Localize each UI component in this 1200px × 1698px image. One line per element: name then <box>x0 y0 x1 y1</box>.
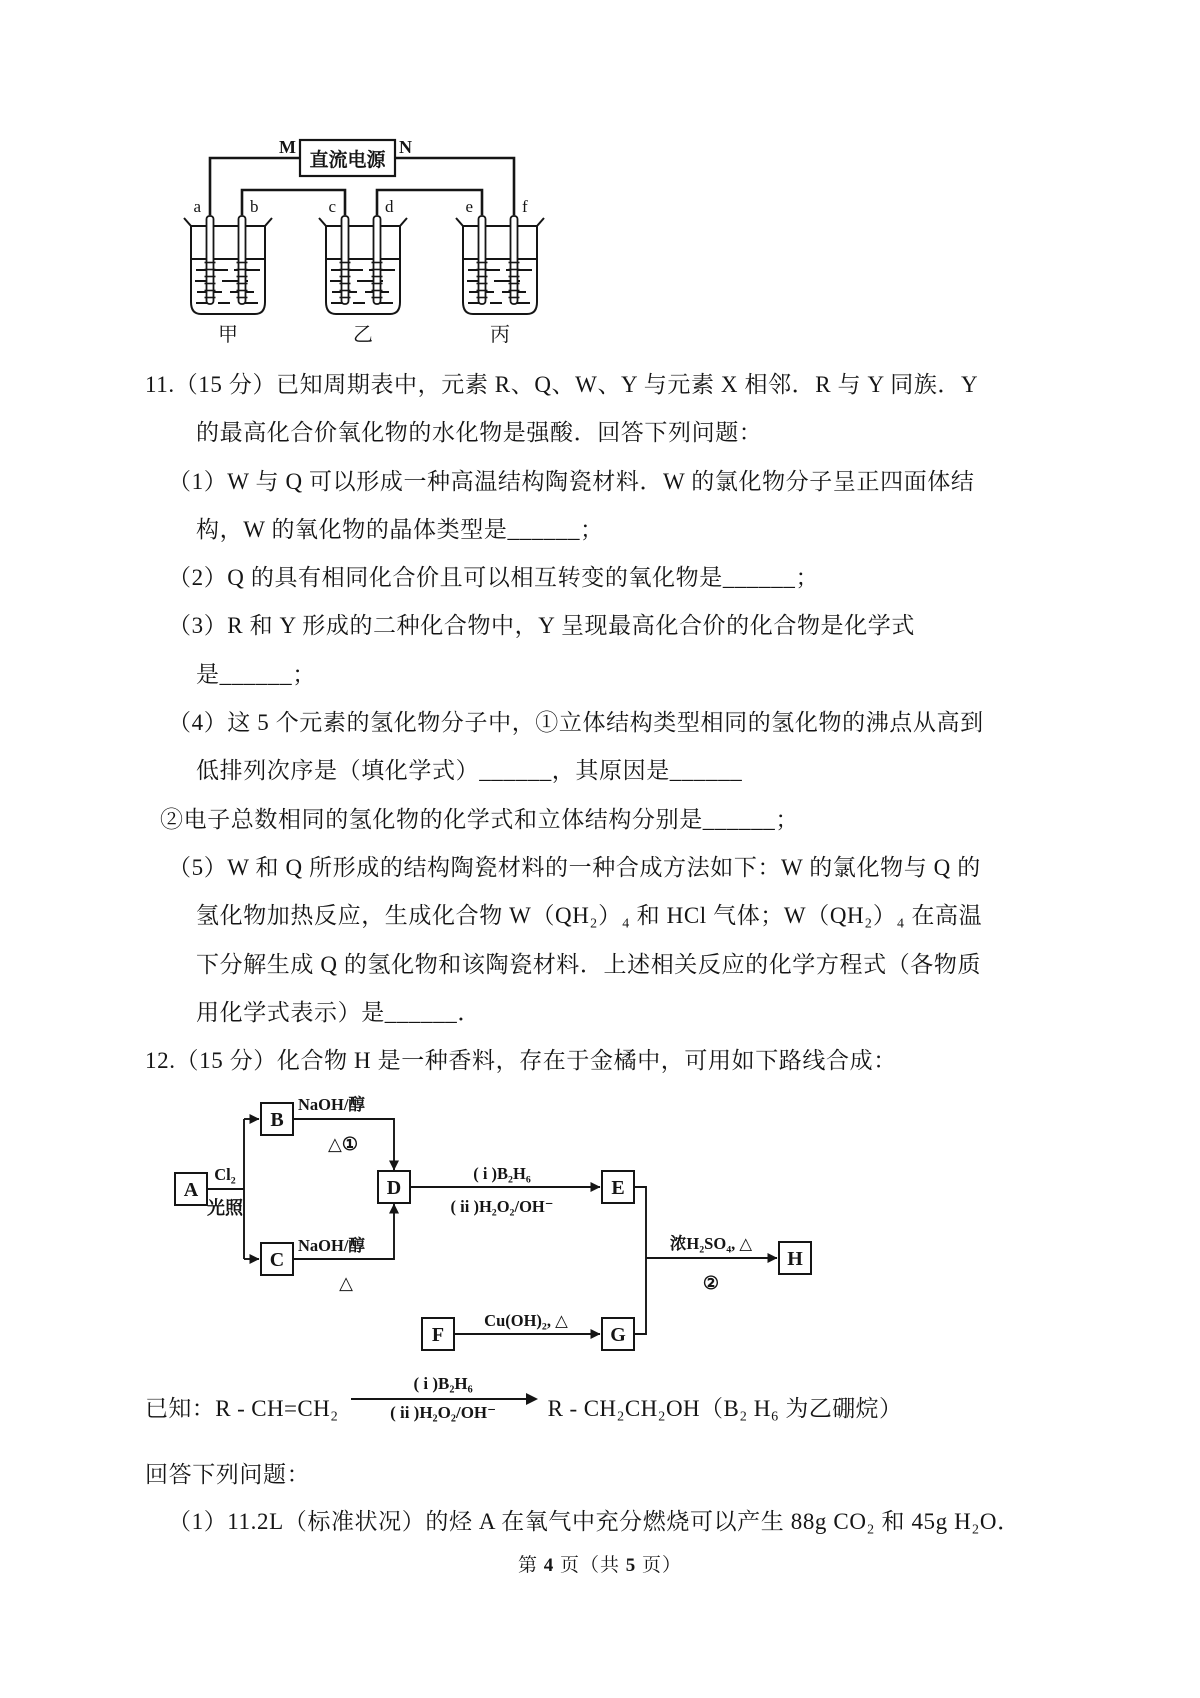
cond-naoh-b-label: NaOH/醇 <box>298 1095 365 1114</box>
page-footer <box>0 1550 1200 1577</box>
power-supply-label: 直流电源 <box>309 150 386 171</box>
terminal-m-label: M <box>279 137 296 157</box>
q11-header-line-2: 的最高化合价氧化物的水化物是强酸．回答下列问题： <box>196 420 763 446</box>
electrode-f-label: f <box>522 197 528 216</box>
cond-cl2-label: Cl₂ <box>214 1165 236 1184</box>
cond-delta2-label: △ <box>339 1273 353 1293</box>
right-arrow-icon <box>351 1398 536 1400</box>
q11-item1-line-2: 构，W 的氧化物的晶体类型是______； <box>196 516 604 542</box>
node-C: C <box>269 1249 285 1271</box>
known-reaction-arrow <box>347 1374 540 1424</box>
node-B: B <box>270 1109 284 1131</box>
node-H: H <box>787 1248 803 1270</box>
q12-answer-prompt: 回答下列问题： <box>145 1462 311 1487</box>
node-A: A <box>183 1179 199 1201</box>
beaker-jia <box>184 218 272 314</box>
electrode-b-label: b <box>250 197 259 216</box>
electrode-d-label: d <box>385 197 394 216</box>
node-F: F <box>431 1324 445 1346</box>
cond-b2h6-label: ( i )B₂H₆ <box>473 1164 531 1183</box>
synthesis-route-diagram <box>162 1080 827 1375</box>
node-G: G <box>610 1324 626 1346</box>
q11-item5-line-4: 用化学式表示）是______． <box>196 999 481 1025</box>
beaker-yi <box>319 218 407 314</box>
q11-item1-line-1: （1）W 与 Q 可以形成一种高温结构陶瓷材料．W 的氯化物分子呈正四面体结 <box>168 468 975 494</box>
beaker-bing-label: 丙 <box>490 324 510 346</box>
q11-item4-line-1: （4）这 5 个元素的氢化物分子中，①立体结构类型相同的氢化物的沸点从高到 <box>168 710 984 736</box>
q11-item5-line-2: 氢化物加热反应，生成化合物 W（QH₂）₄ 和 HCl 气体；W（QH₂）₄ 在高温 <box>196 903 983 929</box>
known-reaction-line <box>145 1374 902 1424</box>
electrode-e-label: e <box>465 197 473 216</box>
q11-item3-line-1: （3）R 和 Y 形成的二种化合物中，Y 呈现最高化合价的化合物是化学式 <box>168 613 915 639</box>
q11-item4-line-2: 低排列次序是（填化学式）______，其原因是______ <box>196 758 743 784</box>
electrolysis-diagram <box>170 126 555 351</box>
cond-naoh-c-label: NaOH/醇 <box>298 1236 365 1255</box>
terminal-n-label: N <box>399 137 412 157</box>
node-D: D <box>386 1177 402 1199</box>
footer-suffix: 页） <box>642 1555 683 1576</box>
electrode-c-label: c <box>328 197 336 216</box>
cond-h2so4-label: 浓H₂SO₄, △ <box>669 1234 753 1253</box>
footer-page-number: 4 <box>543 1555 555 1576</box>
question-text-block <box>145 361 1080 1085</box>
beaker-bing <box>456 218 544 314</box>
q11-item2-line: （2）Q 的具有相同化合价且可以相互转变的氧化物是______； <box>168 565 820 591</box>
cond-light-label: 光照 <box>207 1198 243 1218</box>
beaker-yi-label: 乙 <box>353 324 373 346</box>
cond-cuoh2-label: Cu(OH)₂, △ <box>484 1311 568 1330</box>
q11-header-line-1: 11.（15 分）已知周期表中，元素 R、Q、W、Y 与元素 X 相邻．R 与 Y 同族．Y <box>145 372 979 397</box>
q11-item4-line-3: ②电子总数相同的氢化物的化学式和立体结构分别是______； <box>160 806 799 832</box>
known-arrow-bottom-label: ( ii )H₂O₂/OH⁻ <box>390 1403 497 1423</box>
q11-item3-line-2: 是______； <box>196 661 316 687</box>
footer-middle: 页（共 <box>559 1555 620 1576</box>
cond-h2o2-label: ( ii )H₂O₂/OH⁻ <box>450 1197 554 1216</box>
node-E: E <box>611 1177 625 1199</box>
known-rhs: R - CH₂CH₂OH（B₂ H₆ 为乙硼烷） <box>547 1396 903 1422</box>
known-arrow-top-label: ( i )B₂H₆ <box>413 1374 473 1393</box>
footer-prefix: 第 <box>517 1555 538 1576</box>
q12-item1-line: （1）11.2L（标准状况）的烃 A 在氧气中充分燃烧可以产生 88g CO₂ 和 45g H₂O． <box>168 1509 1021 1534</box>
q11-item5-line-3: 下分解生成 Q 的氢化物和该陶瓷材料．上述相关反应的化学方程式（各物质 <box>196 951 982 977</box>
q12-heading: 12.（15 分）化合物 H 是一种香料，存在于金橘中，可用如下路线合成： <box>145 1048 897 1074</box>
known-lhs: 已知：R - CH=CH₂ <box>145 1396 339 1422</box>
footer-total-pages: 5 <box>625 1555 637 1576</box>
beaker-jia-label: 甲 <box>218 324 238 346</box>
route-arrows <box>207 1119 777 1334</box>
electrode-a-label: a <box>193 197 201 216</box>
cond-circ2-label: ② <box>702 1273 720 1293</box>
cond-delta1-label: △① <box>328 1134 358 1154</box>
q11-item5-line-1: （5）W 和 Q 所形成的结构陶瓷材料的一种合成方法如下：W 的氯化物与 Q 的 <box>168 854 981 880</box>
